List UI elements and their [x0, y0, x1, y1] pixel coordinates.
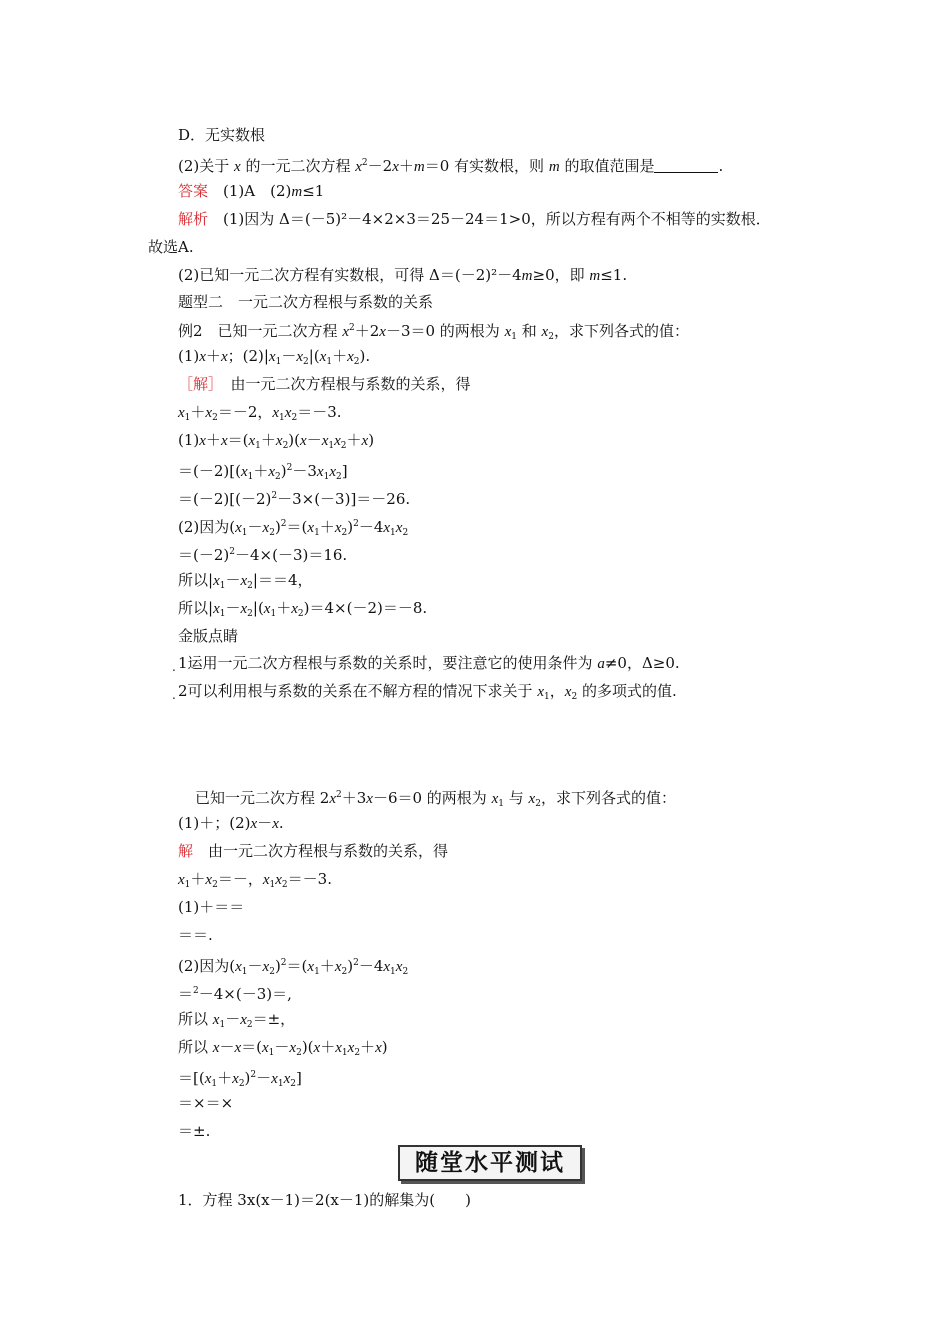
analysis-line-2: 故选A.: [148, 238, 194, 256]
solution-step: $=(-2)[(-2)^2-3\times(-3)]=-26$.: [178, 490, 411, 508]
solution-step: $x_1+x_2=-$，$x_1x_2=-3$.: [178, 870, 332, 890]
section-banner: 随堂水平测试: [398, 1145, 582, 1181]
solution-step: 所以 $x_1-x_2=\pm$，: [178, 1010, 296, 1030]
problem: 已知一元二次方程 $2x^2+3x-6=0$ 的两根为 $x_1$ 与 $x_2$，求下列各式的值：: [195, 789, 676, 809]
solution-step: ＝×＝×: [178, 1094, 234, 1112]
type-2-title: 题型二 一元二次方程根与系数的关系: [178, 293, 434, 311]
answer-line: 答案 (1)A (2)m≤1: [178, 182, 325, 200]
solution-step: $x_1+x_2=-2$，$x_1x_2=-3$.: [178, 403, 342, 423]
solution-step: $=[(x_1+x_2)^2-x_1x_2]$: [178, 1069, 302, 1089]
solution-intro: ［解］ 由一元二次方程根与系数的关系，得: [178, 375, 471, 393]
quiz-question-1: 1．方程 3x(x－1)＝2(x－1)的解集为( ): [178, 1191, 471, 1209]
answer-label: 答案: [178, 182, 209, 200]
bullet-dot-icon: .: [172, 688, 176, 702]
analysis-label: 解析: [178, 210, 209, 228]
solution-step: 所以 $x-x=(x_1-x_2)(x+x_1x_2+x)$: [178, 1038, 388, 1058]
analysis-line-3: (2)已知一元二次方程有实数根，可得 Δ＝(－2)²－4m≥0，即 m≤1.: [178, 266, 628, 284]
question-2: (2)关于 x 的一元二次方程 $x^2-2x+m=0$ 有实数根，则 m 的取值范围是 .: [178, 157, 724, 175]
bullet-dot-icon: .: [172, 660, 176, 674]
golden-title: 金版点睛: [178, 627, 239, 645]
jie-label: 解: [178, 842, 194, 860]
answer-blank[interactable]: [654, 158, 718, 173]
solution-step: $(1)x+x=(x_1+x_2)(x-x_1x_2+x)$: [178, 431, 375, 451]
solution-step: 所以$|x_1-x_2|(x_1+x_2)=4\times(-2)=-8$.: [178, 599, 428, 619]
option-d: D．无实数根: [178, 126, 266, 144]
problem-parts: (1)＋；(2)x－x.: [178, 814, 284, 832]
solution-step: ＝$^2$－4×(－3)＝,: [178, 985, 292, 1003]
jie-label: ［解］: [178, 375, 216, 393]
solution-step: $=(-2)^2-4\times(-3)=16$.: [178, 546, 348, 564]
tip-1: 1运用一元二次方程根与系数的关系时，要注意它的使用条件为 a≠0，Δ≥0.: [178, 654, 680, 672]
solution-step: (2)因为$(x_1-x_2)^2=(x_1+x_2)^2-4x_1x_2$: [178, 957, 409, 977]
solution-step: (2)因为$(x_1-x_2)^2=(x_1+x_2)^2-4x_1x_2$: [178, 518, 409, 538]
tip-2: 2可以利用根与系数的关系在不解方程的情况下求关于 $x_1$，$x_2$ 的多项式的值.: [178, 682, 677, 702]
solution-step: 所以$|x_1-x_2|==4$，: [178, 571, 313, 591]
solution-intro: 解 由一元二次方程根与系数的关系，得: [178, 842, 449, 860]
analysis-line-1: 解析 (1)因为 Δ＝(－5)²－4×2×3＝25－24＝1>0，所以方程有两个不相等的实数根．: [178, 210, 771, 228]
example-2: 例2 已知一元二次方程 $x^2+2x-3=0$ 的两根为 $x_1$ 和 $x_2$，求下列各式的值：: [178, 322, 689, 342]
solution-step: (1)＋＝＝: [178, 898, 245, 916]
solution-step: ＝＝.: [178, 926, 213, 944]
solution-step: ＝±.: [178, 1122, 211, 1140]
solution-step: $=(-2)[(x_1+x_2)^2-3x_1x_2]$: [178, 462, 348, 482]
example-2-parts: (1)x＋x；$(2)|x_1-x_2|(x_1+x_2)$.: [178, 347, 371, 367]
